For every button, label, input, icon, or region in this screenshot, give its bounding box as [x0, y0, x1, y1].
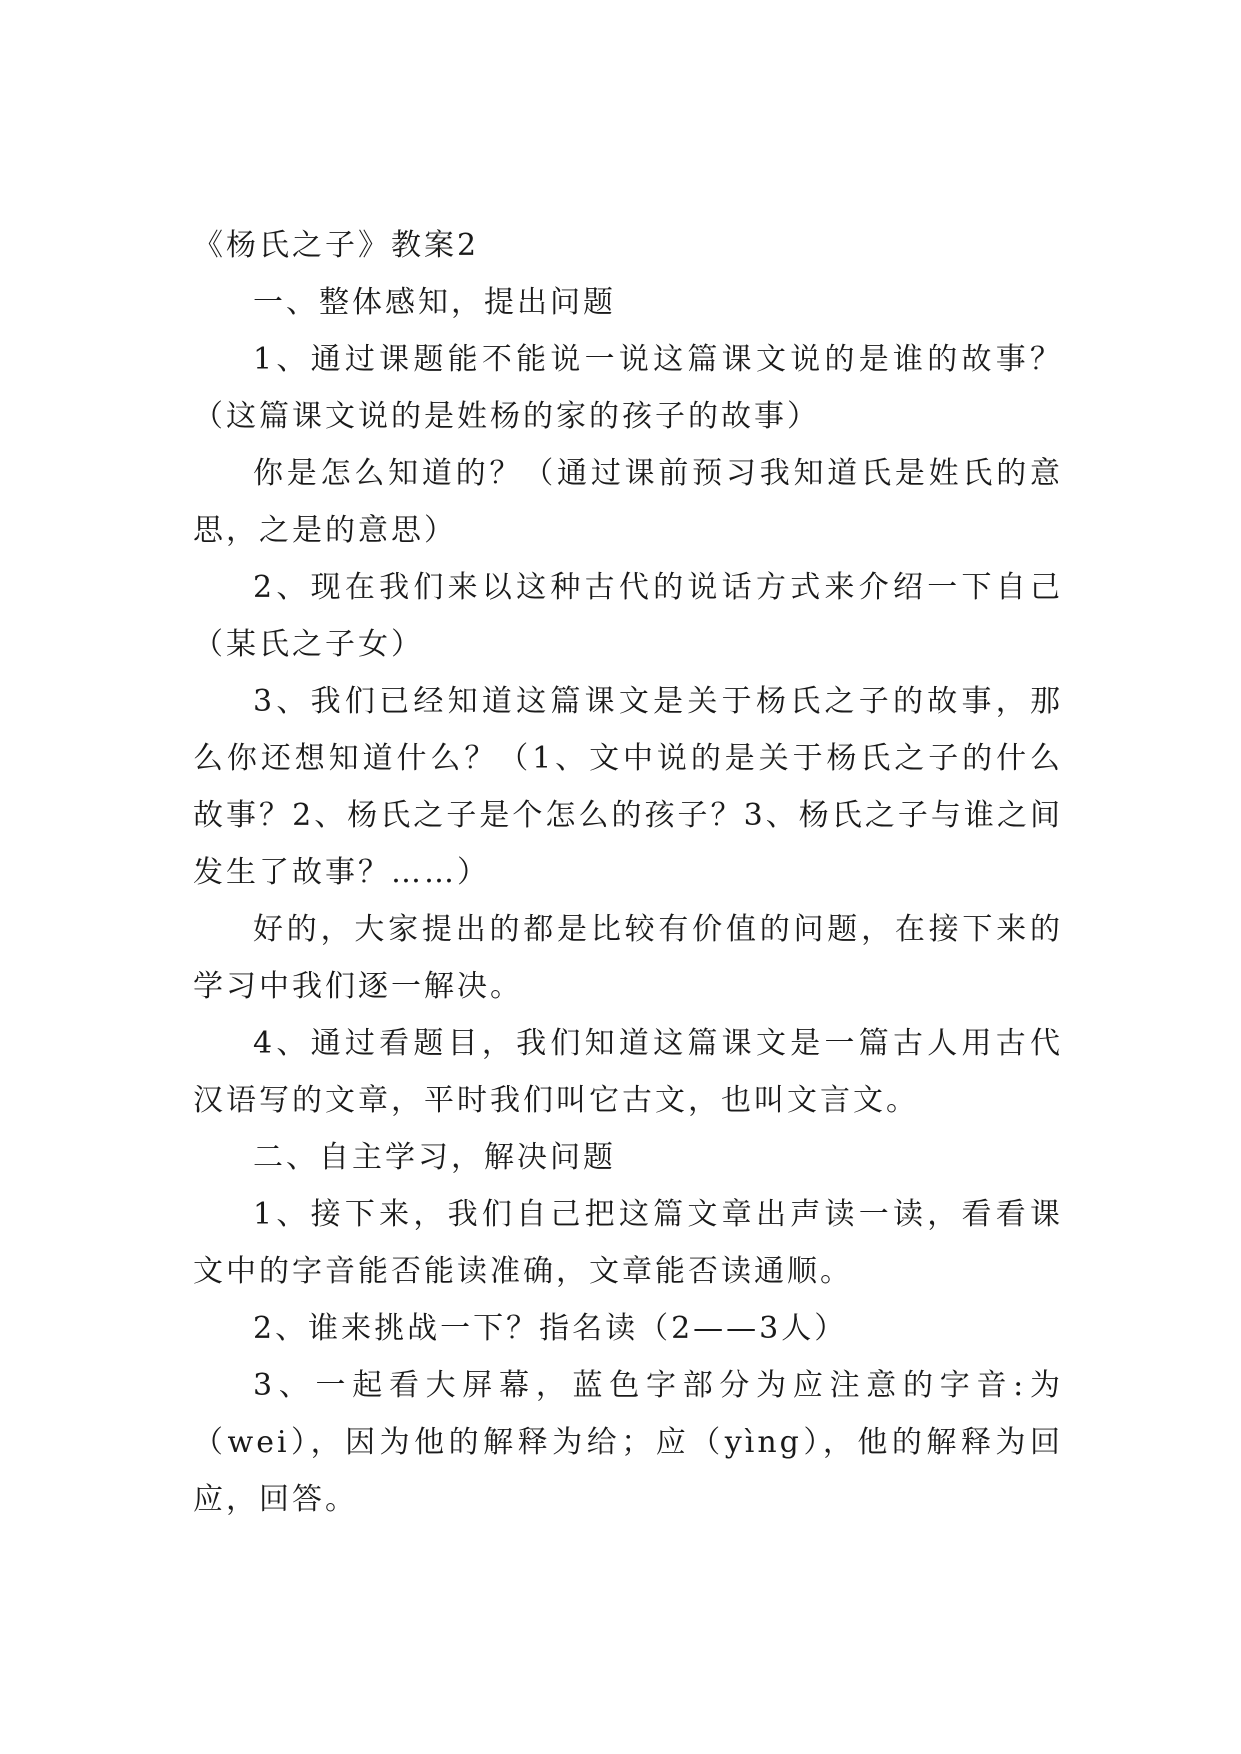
document-body	[193, 217, 1063, 1528]
paragraph: 你是怎么知道的？（通过课前预习我知道氏是姓氏的意思，之是的意思）	[193, 456, 1063, 548]
section-heading-2: 二、自主学习，解决问题	[253, 1140, 616, 1175]
paragraph: 2、现在我们来以这种古代的说话方式来介绍一下自己（某氏之子女）	[193, 570, 1063, 662]
paragraph: 3、一起看大屏幕，蓝色字部分为应注意的字音:为（wei），因为他的解释为给；应（yìng），他的解释为回应，回答。	[193, 1368, 1063, 1517]
section-heading-1: 一、整体感知，提出问题	[253, 285, 616, 320]
paragraph: 1、接下来，我们自己把这篇文章出声读一读，看看课文中的字音能否能读准确，文章能否读通顺。	[193, 1197, 1063, 1289]
paragraph: 3、我们已经知道这篇课文是关于杨氏之子的故事，那么你还想知道什么？（1、文中说的是关于杨氏之子的什么故事？2、杨氏之子是个怎么的孩子？3、杨氏之子与谁之间发生了故事？……）	[193, 684, 1063, 890]
paragraph: 4、通过看题目，我们知道这篇课文是一篇古人用古代汉语写的文章，平时我们叫它古文，也叫文言文。	[193, 1026, 1063, 1118]
paragraph: 好的，大家提出的都是比较有价值的问题，在接下来的学习中我们逐一解决。	[193, 912, 1063, 1004]
document-title: 《杨氏之子》教案2	[193, 228, 480, 263]
paragraph: 2、谁来挑战一下？指名读（2——3人）	[253, 1311, 848, 1346]
paragraph: 1、通过课题能不能说一说这篇课文说的是谁的故事？（这篇课文说的是姓杨的家的孩子的故事）	[193, 342, 1063, 434]
